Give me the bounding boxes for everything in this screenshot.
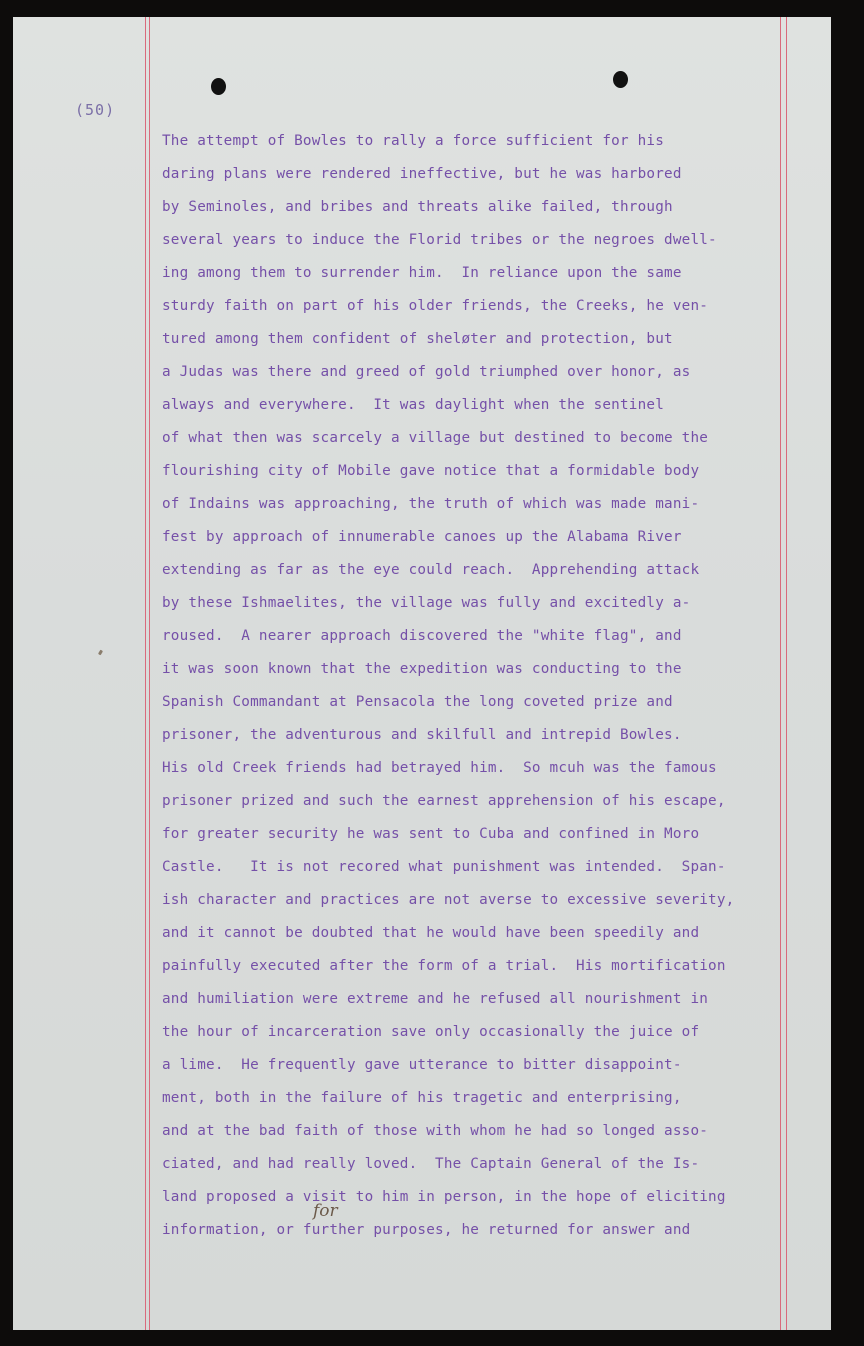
text-line: extending as far as the eye could reach. Apprehending attack	[162, 562, 700, 578]
handwritten-annotation: for	[313, 1201, 338, 1221]
text-line: by these Ishmaelites, the village was fully and excitedly a-	[162, 595, 691, 611]
right-margin-rule	[786, 17, 787, 1330]
text-line: information, or further purposes, he returned for answer and	[162, 1222, 691, 1238]
typed-text-body	[162, 129, 734, 1251]
text-line: a Judas was there and greed of gold triumphed over honor, as	[162, 364, 691, 380]
text-line: roused. A nearer approach discovered the "white flag", and	[162, 628, 682, 644]
right-margin-rule-inner	[780, 17, 781, 1330]
punch-hole-left	[211, 78, 226, 95]
text-line: flourishing city of Mobile gave notice that a formidable body	[162, 463, 700, 479]
text-line: and at the bad faith of those with whom he had so longed asso-	[162, 1123, 709, 1139]
text-line: sturdy faith on part of his older friends, the Creeks, he ven-	[162, 298, 709, 314]
text-line: of Indains was approaching, the truth of which was made mani-	[162, 496, 700, 512]
text-line: the hour of incarceration save only occasionally the juice of	[162, 1024, 700, 1040]
text-line: daring plans were rendered ineffective, but he was harbored	[162, 166, 682, 182]
text-line: always and everywhere. It was daylight when the sentinel	[162, 397, 665, 413]
text-line: tured among them confident of sheløter and protection, but	[162, 331, 673, 347]
text-line: ing among them to surrender him. In reliance upon the same	[162, 265, 682, 281]
text-line: ciated, and had really loved. The Captain General of the Is-	[162, 1156, 700, 1172]
text-line: The attempt of Bowles to rally a force sufficient for his	[162, 133, 665, 149]
text-line: and humiliation were extreme and he refused all nourishment in	[162, 991, 709, 1007]
document-page	[13, 17, 831, 1330]
paper-mark	[98, 650, 103, 656]
text-line: Castle. It is not recored what punishment was intended. Span-	[162, 859, 726, 875]
page-number: (50)	[75, 101, 116, 119]
text-line: a lime. He frequently gave utterance to bitter disappoint-	[162, 1057, 682, 1073]
text-line: for greater security he was sent to Cuba and confined in Moro	[162, 826, 700, 842]
text-line: of what then was scarcely a village but destined to become the	[162, 430, 709, 446]
text-line: it was soon known that the expedition was conducting to the	[162, 661, 682, 677]
text-line: ish character and practices are not averse to excessive severity,	[162, 892, 735, 908]
punch-hole-right	[613, 71, 628, 88]
text-line: by Seminoles, and bribes and threats alike failed, through	[162, 199, 673, 215]
text-line: painfully executed after the form of a trial. His mortification	[162, 958, 726, 974]
left-margin-rule-inner	[149, 17, 150, 1330]
text-line: and it cannot be doubted that he would have been speedily and	[162, 925, 700, 941]
text-line: His old Creek friends had betrayed him. So mcuh was the famous	[162, 760, 717, 776]
text-line: several years to induce the Florid tribes or the negroes dwell-	[162, 232, 717, 248]
text-line: fest by approach of innumerable canoes up the Alabama River	[162, 529, 682, 545]
text-line: prisoner, the adventurous and skilfull and intrepid Bowles.	[162, 727, 682, 743]
text-line: land proposed a visit to him in person, in the hope of eliciting	[162, 1189, 726, 1205]
text-line: prisoner prized and such the earnest apprehension of his escape,	[162, 793, 726, 809]
text-line: ment, both in the failure of his tragetic and enterprising,	[162, 1090, 682, 1106]
left-margin-rule	[145, 17, 146, 1330]
text-line: Spanish Commandant at Pensacola the long coveted prize and	[162, 694, 673, 710]
